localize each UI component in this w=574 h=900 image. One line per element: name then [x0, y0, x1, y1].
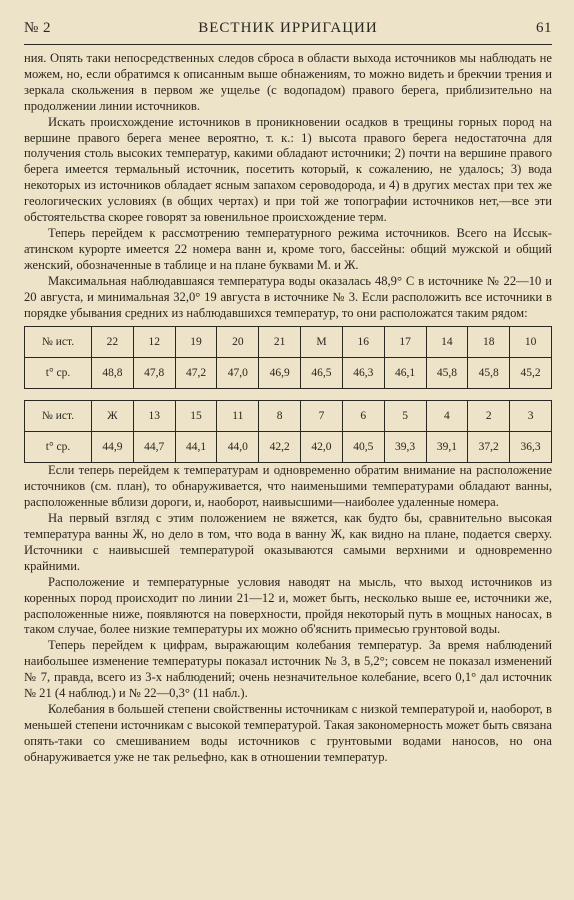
table-cell: 2 — [468, 401, 510, 432]
temperature-table-top — [24, 326, 552, 389]
table-cell: 46,5 — [301, 358, 343, 389]
temperature-table-bottom — [24, 400, 552, 463]
issue-number: № 2 — [24, 20, 52, 36]
table-cell: 37,2 — [468, 432, 510, 463]
table-cell: 45,2 — [510, 358, 552, 389]
table-cell: 44,7 — [133, 432, 175, 463]
table-cell: 45,8 — [468, 358, 510, 389]
table-cell: 17 — [384, 327, 426, 358]
table-cell: 5 — [384, 401, 426, 432]
table-cell: 21 — [259, 327, 301, 358]
table-cell: 47,8 — [133, 358, 175, 389]
table-cell: 3 — [510, 401, 552, 432]
table-cell: 19 — [175, 327, 217, 358]
table-header-cell: t° ср. — [25, 432, 92, 463]
table-gap — [24, 389, 552, 395]
table-cell: 16 — [342, 327, 384, 358]
table-header-cell: № ист. — [25, 401, 92, 432]
table-cell: 44,0 — [217, 432, 259, 463]
table-cell: 39,3 — [384, 432, 426, 463]
table-cell: 47,0 — [217, 358, 259, 389]
table-cell: 7 — [301, 401, 343, 432]
table-cell: 6 — [342, 401, 384, 432]
table-cell: 44,9 — [92, 432, 134, 463]
table-cell: 4 — [426, 401, 468, 432]
paragraph: Максимальная наблюдавшаяся температура воды оказалась 48,9° С в источнике № 22—10 и 20 августа, и минимальная 32,0° 19 августа в источнике № 3. Если расположить все источники в порядке убывания средних из наблюдавшихся температур, то они расположатся таким рядом: — [24, 273, 552, 320]
table-row — [25, 432, 552, 463]
page-number: 61 — [536, 20, 552, 36]
table-cell: 8 — [259, 401, 301, 432]
article-body — [24, 45, 552, 766]
table-cell: 39,1 — [426, 432, 468, 463]
paragraph: Теперь перейдем к рассмотрению температурного режима источников. Всего на Иссык-атинском курорте имеется 22 номера ванн и, кроме того, бассейны: общий мужской и общий женский, обозначенные в таблице и на плане буквами М. и Ж. — [24, 225, 552, 272]
table-row — [25, 327, 552, 358]
table-cell: М — [301, 327, 343, 358]
table-cell: 46,3 — [342, 358, 384, 389]
table-header-cell: t° ср. — [25, 358, 92, 389]
table-cell: 36,3 — [510, 432, 552, 463]
running-header — [24, 0, 552, 45]
paragraph: ния. Опять таки непосредственных следов сброса в области выхода источников мы наблюдать не можем, но, если обратимся к описанным выше обнажениям, то можно видеть и брекчии трения и зеркала скольжения в первом же ущелье (с водопадом) правого берега, приблизительно на продолжении линии источников. — [24, 51, 552, 113]
table-header-cell: № ист. — [25, 327, 92, 358]
table-cell: 14 — [426, 327, 468, 358]
table-cell: 46,9 — [259, 358, 301, 389]
table-row — [25, 358, 552, 389]
table-row — [25, 401, 552, 432]
table-cell: 15 — [175, 401, 217, 432]
table-cell: 47,2 — [175, 358, 217, 389]
paragraph: Расположение и температурные условия наводят на мысль, что выход источников из коренных пород происходит по линии 21—12 и, может быть, несколько выше ее, источники же, расположенные ниже, появляются на поверхности, пройдя некоторый путь в мощных наносах, в таком случае, более низкие температуры их можно об'яснить примесью грунтовой воды. — [24, 574, 552, 637]
table-cell: 42,2 — [259, 432, 301, 463]
table-cell: 18 — [468, 327, 510, 358]
table-cell: 45,8 — [426, 358, 468, 389]
table-cell: 46,1 — [384, 358, 426, 389]
table-cell: 44,1 — [175, 432, 217, 463]
journal-title: ВЕСТНИК ИРРИГАЦИИ — [198, 20, 378, 36]
table-cell: 20 — [217, 327, 259, 358]
paragraph: Колебания в большей степени свойственны источникам с низкой температурой и, наоборот, в меньшей степени источникам с высокой температурой. Такая закономерность может быть связана опять-таки со смешиванием воды источников с грунтовыми водами наносов, но она обнаруживается уже не так рельефно, как в отношении температур. — [24, 702, 552, 764]
table-cell: 12 — [133, 327, 175, 358]
table-cell: 10 — [510, 327, 552, 358]
paragraph: На первый взгляд с этим положением не вяжется, как будто бы, сравнительно высокая температура ванны Ж, но дело в том, что вода в ванну Ж, как видно на плане, подается сверху. Источники с наивысшей температурой оказываются самыми верхними и одновременно крайними. — [24, 511, 552, 573]
paragraph: Искать происхождение источников в проникновении осадков в трещины горных пород на вершине правого берега менее вероятно, т. к.: 1) высота правого берега недостаточна для получения столь высоких температур, какими обладают источники; 2) почти на вершине правого берега имеется термальный источник, посетить который, к сожалению, не удалось; 3) вода некоторых из источников обладает ясным запахом сероводорода, и 4) в других местах при тех же геологических условиях (в общих чертах) и при той же топографии источников нет,—все эти обстоятельства скорее говорят за ювенильное происхождение терм. — [24, 114, 552, 225]
table-cell: Ж — [92, 401, 134, 432]
table-cell: 11 — [217, 401, 259, 432]
table-cell: 22 — [92, 327, 134, 358]
paragraph: Если теперь перейдем к температурам и одновременно обратим внимание на расположение источников (см. план), то обнаруживается, что наименьшими температурами обладают ванны, расположенные вблизи дороги, и, наоборот, наивысшими—наиболее удаленные номера. — [24, 463, 552, 510]
table-cell: 40,5 — [342, 432, 384, 463]
table-cell: 48,8 — [92, 358, 134, 389]
table-cell: 13 — [133, 401, 175, 432]
table-cell: 42,0 — [301, 432, 343, 463]
paragraph: Теперь перейдем к цифрам, выражающим колебания температур. За время наблюдений наибольшее изменение температуры показал источник № 3, в 5,2°; совсем не показал изменений № 7, правда, всего из 3-х наблюдений; очень незначительное колебание, всего 0,1° дал источник № 21 (4 наблюд.) и № 22—0,3° (11 набл.). — [24, 638, 552, 701]
